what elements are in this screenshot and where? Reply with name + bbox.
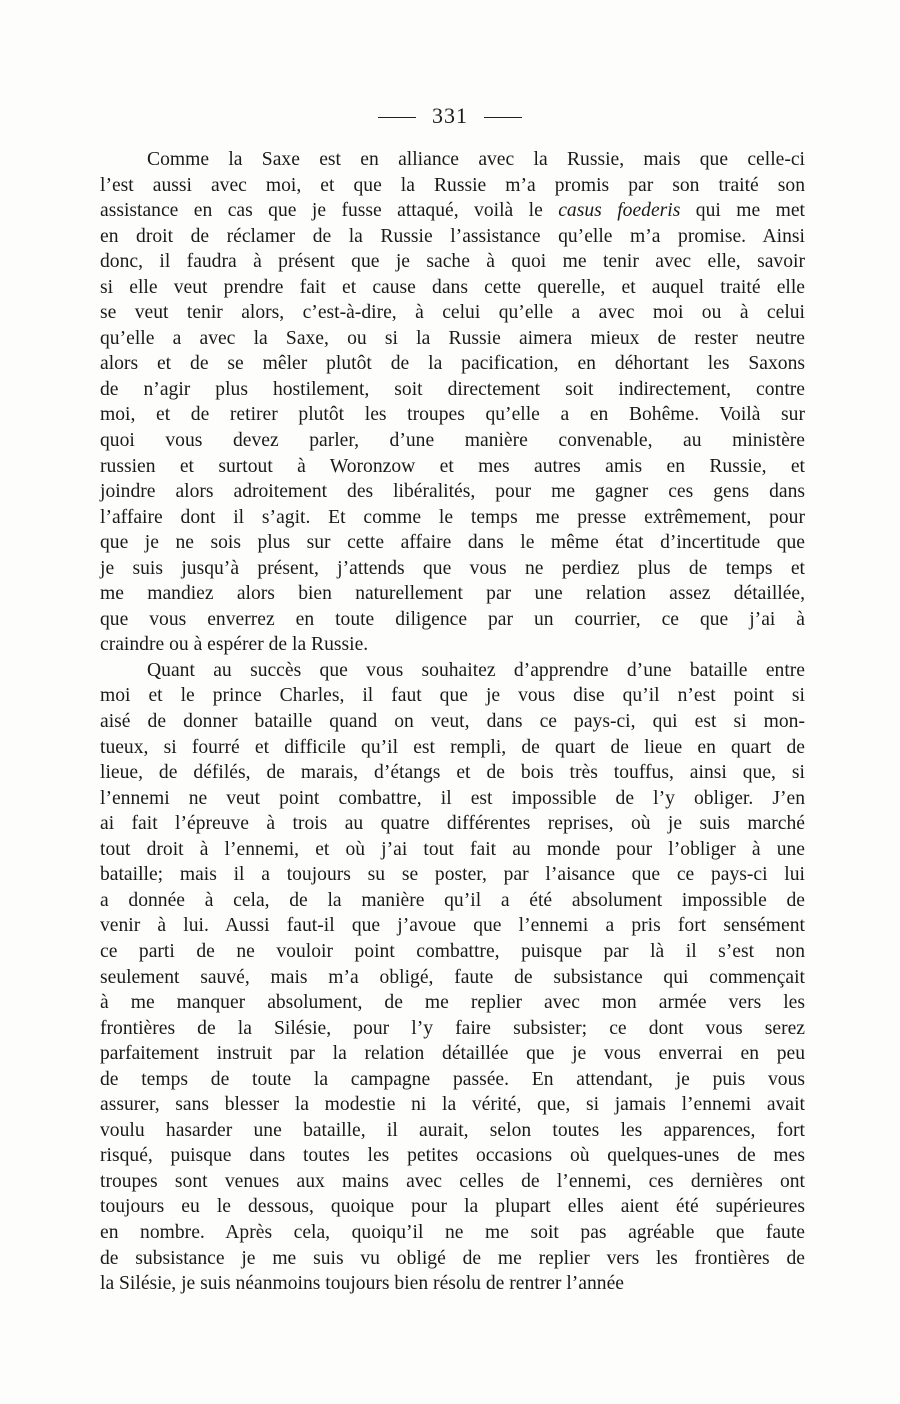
text-line: moi, et de retirer plutôt les troupes qu’elle a en Bohême. Voilà sur bbox=[100, 404, 805, 426]
text-line: frontières de la Silésie, pour l’y faire subsister; ce dont vous serez bbox=[100, 1017, 805, 1039]
text-line: lieue, de défilés, de marais, d’étangs et de bois très touffus, ainsi que, si bbox=[100, 762, 805, 784]
text-line: ce parti de ne vouloir point combattre, puisque par là il s’est non bbox=[100, 940, 805, 962]
text-line: donc, il faudra à présent que je sache à quoi me tenir avec elle, savoir bbox=[100, 251, 805, 273]
text-line: que vous enverrez en toute diligence par un courrier, ce que j’ai à bbox=[100, 608, 805, 630]
header-dash-right bbox=[484, 117, 522, 118]
text-line: alors et de se mêler plutôt de la pacification, en déhortant les Saxons bbox=[100, 353, 805, 375]
text-line: seulement sauvé, mais m’a obligé, faute de subsistance qui commençait bbox=[100, 966, 805, 988]
text-line: assurer, sans blesser la modestie ni la vérité, que, si jamais l’ennemi avait bbox=[100, 1094, 805, 1116]
italic-phrase: casus foederis bbox=[558, 200, 681, 222]
text-line: toujours eu le dessous, quoique pour la plupart elles aient été supérieures bbox=[100, 1196, 805, 1218]
text-line: que je ne sois plus sur cette affaire dans le même état d’incertitude que bbox=[100, 532, 805, 554]
page-number: 331 bbox=[432, 103, 468, 128]
text-line: qu’elle a avec la Saxe, ou si la Russie aimera mieux de rester neutre bbox=[100, 327, 805, 349]
text-line: parfaitement instruit par la relation détaillée que je vous enverrai en peu bbox=[100, 1043, 805, 1065]
paragraph bbox=[100, 658, 805, 1297]
text-line: quoi vous devez parler, d’une manière convenable, au ministère bbox=[100, 430, 805, 452]
text-line: a donnée à cela, de la manière qu’il a été absolument impossible de bbox=[100, 889, 805, 911]
text-line: aisé de donner bataille quand on veut, dans ce pays-ci, qui est si mon- bbox=[100, 711, 805, 733]
text-line: assistance en cas que je fusse attaqué, voilà le casus foederis qui me met bbox=[100, 200, 805, 222]
text-line: ai fait l’épreuve à trois au quatre différentes reprises, où je suis marché bbox=[100, 813, 805, 835]
text-line: me mandiez alors bien naturellement par une relation assez détaillée, bbox=[100, 583, 805, 605]
text-line: risqué, puisque dans toutes les petites occasions où quelques-unes de mes bbox=[100, 1145, 805, 1167]
text-line: joindre alors adroitement des libéralités, pour me gagner ces gens dans bbox=[100, 481, 805, 503]
text-line: voulu hasarder une bataille, il aurait, selon toutes les apparences, fort bbox=[100, 1119, 805, 1141]
text-line: à me manquer absolument, de me replier avec mon armée vers les bbox=[100, 992, 805, 1014]
body-text bbox=[100, 147, 805, 1297]
text-line: de subsistance je me suis vu obligé de me replier vers les frontières de bbox=[100, 1247, 805, 1269]
paragraph bbox=[100, 147, 805, 658]
text-line: si elle veut prendre fait et cause dans cette querelle, et auquel traité elle bbox=[100, 276, 805, 298]
text-line: de temps de toute la campagne passée. En attendant, je puis vous bbox=[100, 1068, 805, 1090]
text-line: troupes sont venues aux mains avec celles de l’ennemi, ces dernières ont bbox=[100, 1170, 805, 1192]
text-line: l’affaire dont il s’agit. Et comme le temps me presse extrêmement, pour bbox=[100, 506, 805, 528]
text-line: tout droit à l’ennemi, et où j’ai tout fait au monde pour l’obliger à une bbox=[100, 838, 805, 860]
text-line: russien et surtout à Woronzow et mes autres amis en Russie, et bbox=[100, 455, 805, 477]
text-line: moi et le prince Charles, il faut que je vous dise qu’il n’est point si bbox=[100, 685, 805, 707]
text-line: tueux, si fourré et difficile qu’il est rempli, de quart de lieue en quart de bbox=[100, 736, 805, 758]
text-line: Comme la Saxe est en alliance avec la Russie, mais que celle-ci bbox=[147, 149, 805, 170]
text-line: de n’agir plus hostilement, soit directement soit indirectement, contre bbox=[100, 378, 805, 400]
text-line: la Silésie, je suis néanmoins toujours bien résolu de rentrer l’année bbox=[100, 1273, 624, 1295]
text-line: je suis jusqu’à présent, j’attends que vous ne perdiez plus de temps et bbox=[100, 557, 805, 579]
text-line: en nombre. Après cela, quoiqu’il ne me soit pas agréable que faute bbox=[100, 1221, 805, 1243]
text-line: craindre ou à espérer de la Russie. bbox=[100, 634, 369, 656]
text-line: bataille; mais il a toujours su se poster, par l’aisance que ce pays-ci lui bbox=[100, 864, 805, 886]
header-dash-left bbox=[378, 117, 416, 118]
text-line: se veut tenir alors, c’est-à-dire, à celui qu’elle a avec moi ou à celui bbox=[100, 302, 805, 324]
text-line: en droit de réclamer de la Russie l’assistance qu’elle m’a promise. Ainsi bbox=[100, 225, 805, 247]
text-line: venir à lui. Aussi faut-il que j’avoue que l’ennemi a pris fort sensément bbox=[100, 915, 805, 937]
text-line: Quant au succès que vous souhaitez d’apprendre d’une bataille entre bbox=[147, 659, 805, 681]
page-header bbox=[0, 101, 900, 131]
text-line: l’ennemi ne veut point combattre, il est impossible de l’y obliger. J’en bbox=[100, 787, 805, 809]
text-line: l’est aussi avec moi, et que la Russie m’a promis par son traité son bbox=[100, 174, 805, 196]
